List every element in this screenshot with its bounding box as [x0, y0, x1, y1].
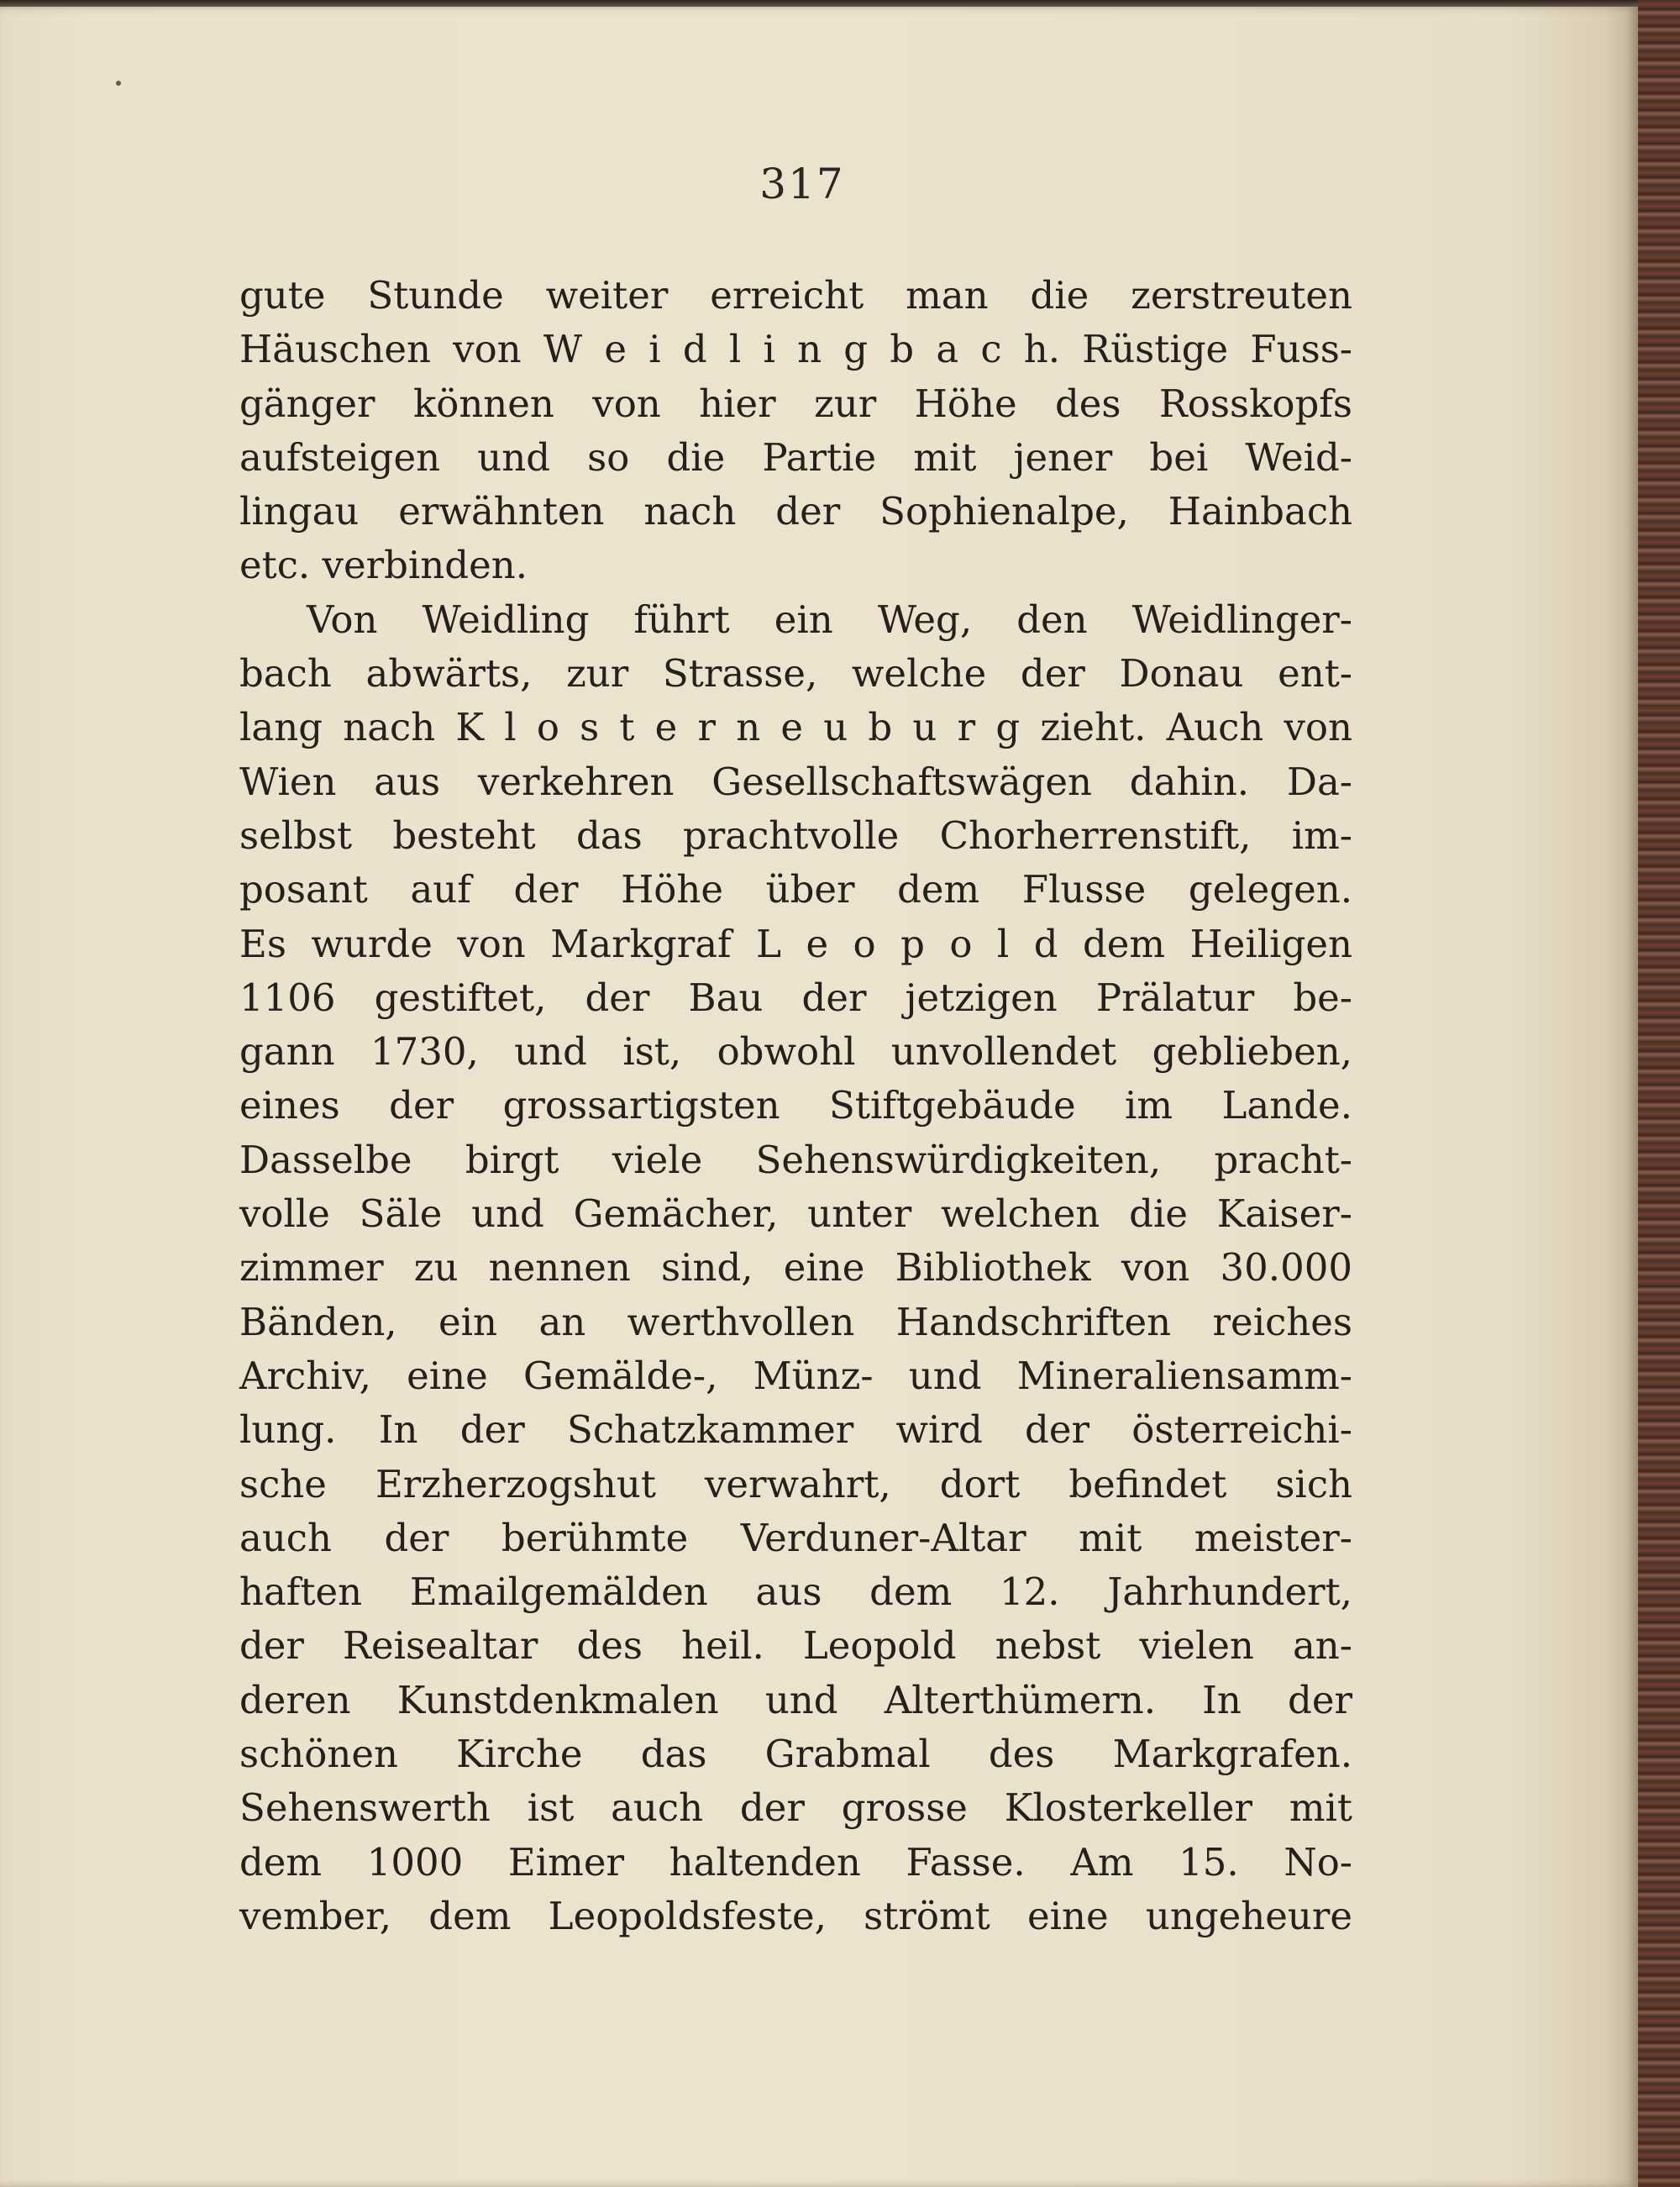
text-line: Es wurde von Markgraf L e o p o l d dem Heiligen — [239, 921, 1352, 966]
text-line: deren Kunstdenkmalen und Alterthümern. In der — [239, 1677, 1352, 1722]
text-line: Von Weidling führt ein Weg, den Weidlinger- — [307, 597, 1352, 642]
text-line: posant auf der Höhe über dem Flusse gelegen. — [239, 867, 1352, 912]
text-line: Archiv, eine Gemälde-, Münz- und Mineraliensamm- — [239, 1353, 1352, 1398]
text-line: dem 1000 Eimer haltenden Fasse. Am 15. No- — [239, 1839, 1352, 1885]
text-line: gänger können von hier zur Höhe des Rosskopfs — [239, 381, 1352, 426]
text-line: etc. verbinden. — [239, 543, 528, 588]
page-number: 317 — [759, 160, 845, 208]
text-line: zimmer zu nennen sind, eine Bibliothek von 30.000 — [239, 1245, 1352, 1291]
text-line: volle Säle und Gemächer, unter welchen die Kaiser- — [239, 1191, 1352, 1237]
text-line: lang nach K l o s t e r n e u b u r g zieht. Auch von — [239, 705, 1352, 750]
text-line: selbst besteht das prachtvolle Chorherrenstift, im- — [239, 812, 1352, 858]
text-line: eines der grossartigsten Stiftgebäude im Lande. — [239, 1083, 1352, 1128]
text-line: 1106 gestiftet, der Bau der jetzigen Prälatur be- — [239, 975, 1352, 1020]
text-line: haften Emailgemälden aus dem 12. Jahrhundert, — [239, 1569, 1352, 1615]
text-line: schönen Kirche das Grabmal des Markgrafen. — [239, 1732, 1352, 1777]
text-line: lung. In der Schatzkammer wird der österreichi- — [239, 1407, 1352, 1453]
text-line: aufsteigen und so die Partie mit jener bei Weid- — [239, 434, 1352, 480]
body-text — [239, 269, 1352, 1943]
text-line: gann 1730, und ist, obwohl unvollendet geblieben, — [239, 1029, 1352, 1075]
text-line: gute Stunde weiter erreicht man die zerstreuten — [239, 273, 1352, 318]
text-line: vember, dem Leopoldsfeste, strömt eine ungeheure — [239, 1893, 1352, 1938]
text-line: Dasselbe birgt viele Sehenswürdigkeiten, pracht- — [239, 1137, 1352, 1182]
text-line: Häuschen von W e i d l i n g b a c h. Rüstige Fuss- — [239, 327, 1352, 372]
text-line: bach abwärts, zur Strasse, welche der Donau ent- — [239, 651, 1352, 697]
text-line: der Reisealtar des heil. Leopold nebst vielen an- — [239, 1623, 1352, 1669]
text-line: sche Erzherzogshut verwahrt, dort befindet sich — [239, 1461, 1352, 1506]
text-line: Wien aus verkehren Gesellschaftswägen dahin. Da- — [239, 759, 1352, 804]
book-binding-edge — [1638, 0, 1680, 2187]
text-line: auch der berühmte Verduner-Altar mit meister- — [239, 1515, 1352, 1560]
text-line: Sehenswerth ist auch der grosse Klosterkeller mit — [239, 1785, 1352, 1831]
paper-speck — [116, 81, 121, 86]
text-line: lingau erwähnten nach der Sophienalpe, Hainbach — [239, 489, 1352, 534]
text-line: Bänden, ein an werthvollen Handschriften reiches — [239, 1299, 1352, 1344]
